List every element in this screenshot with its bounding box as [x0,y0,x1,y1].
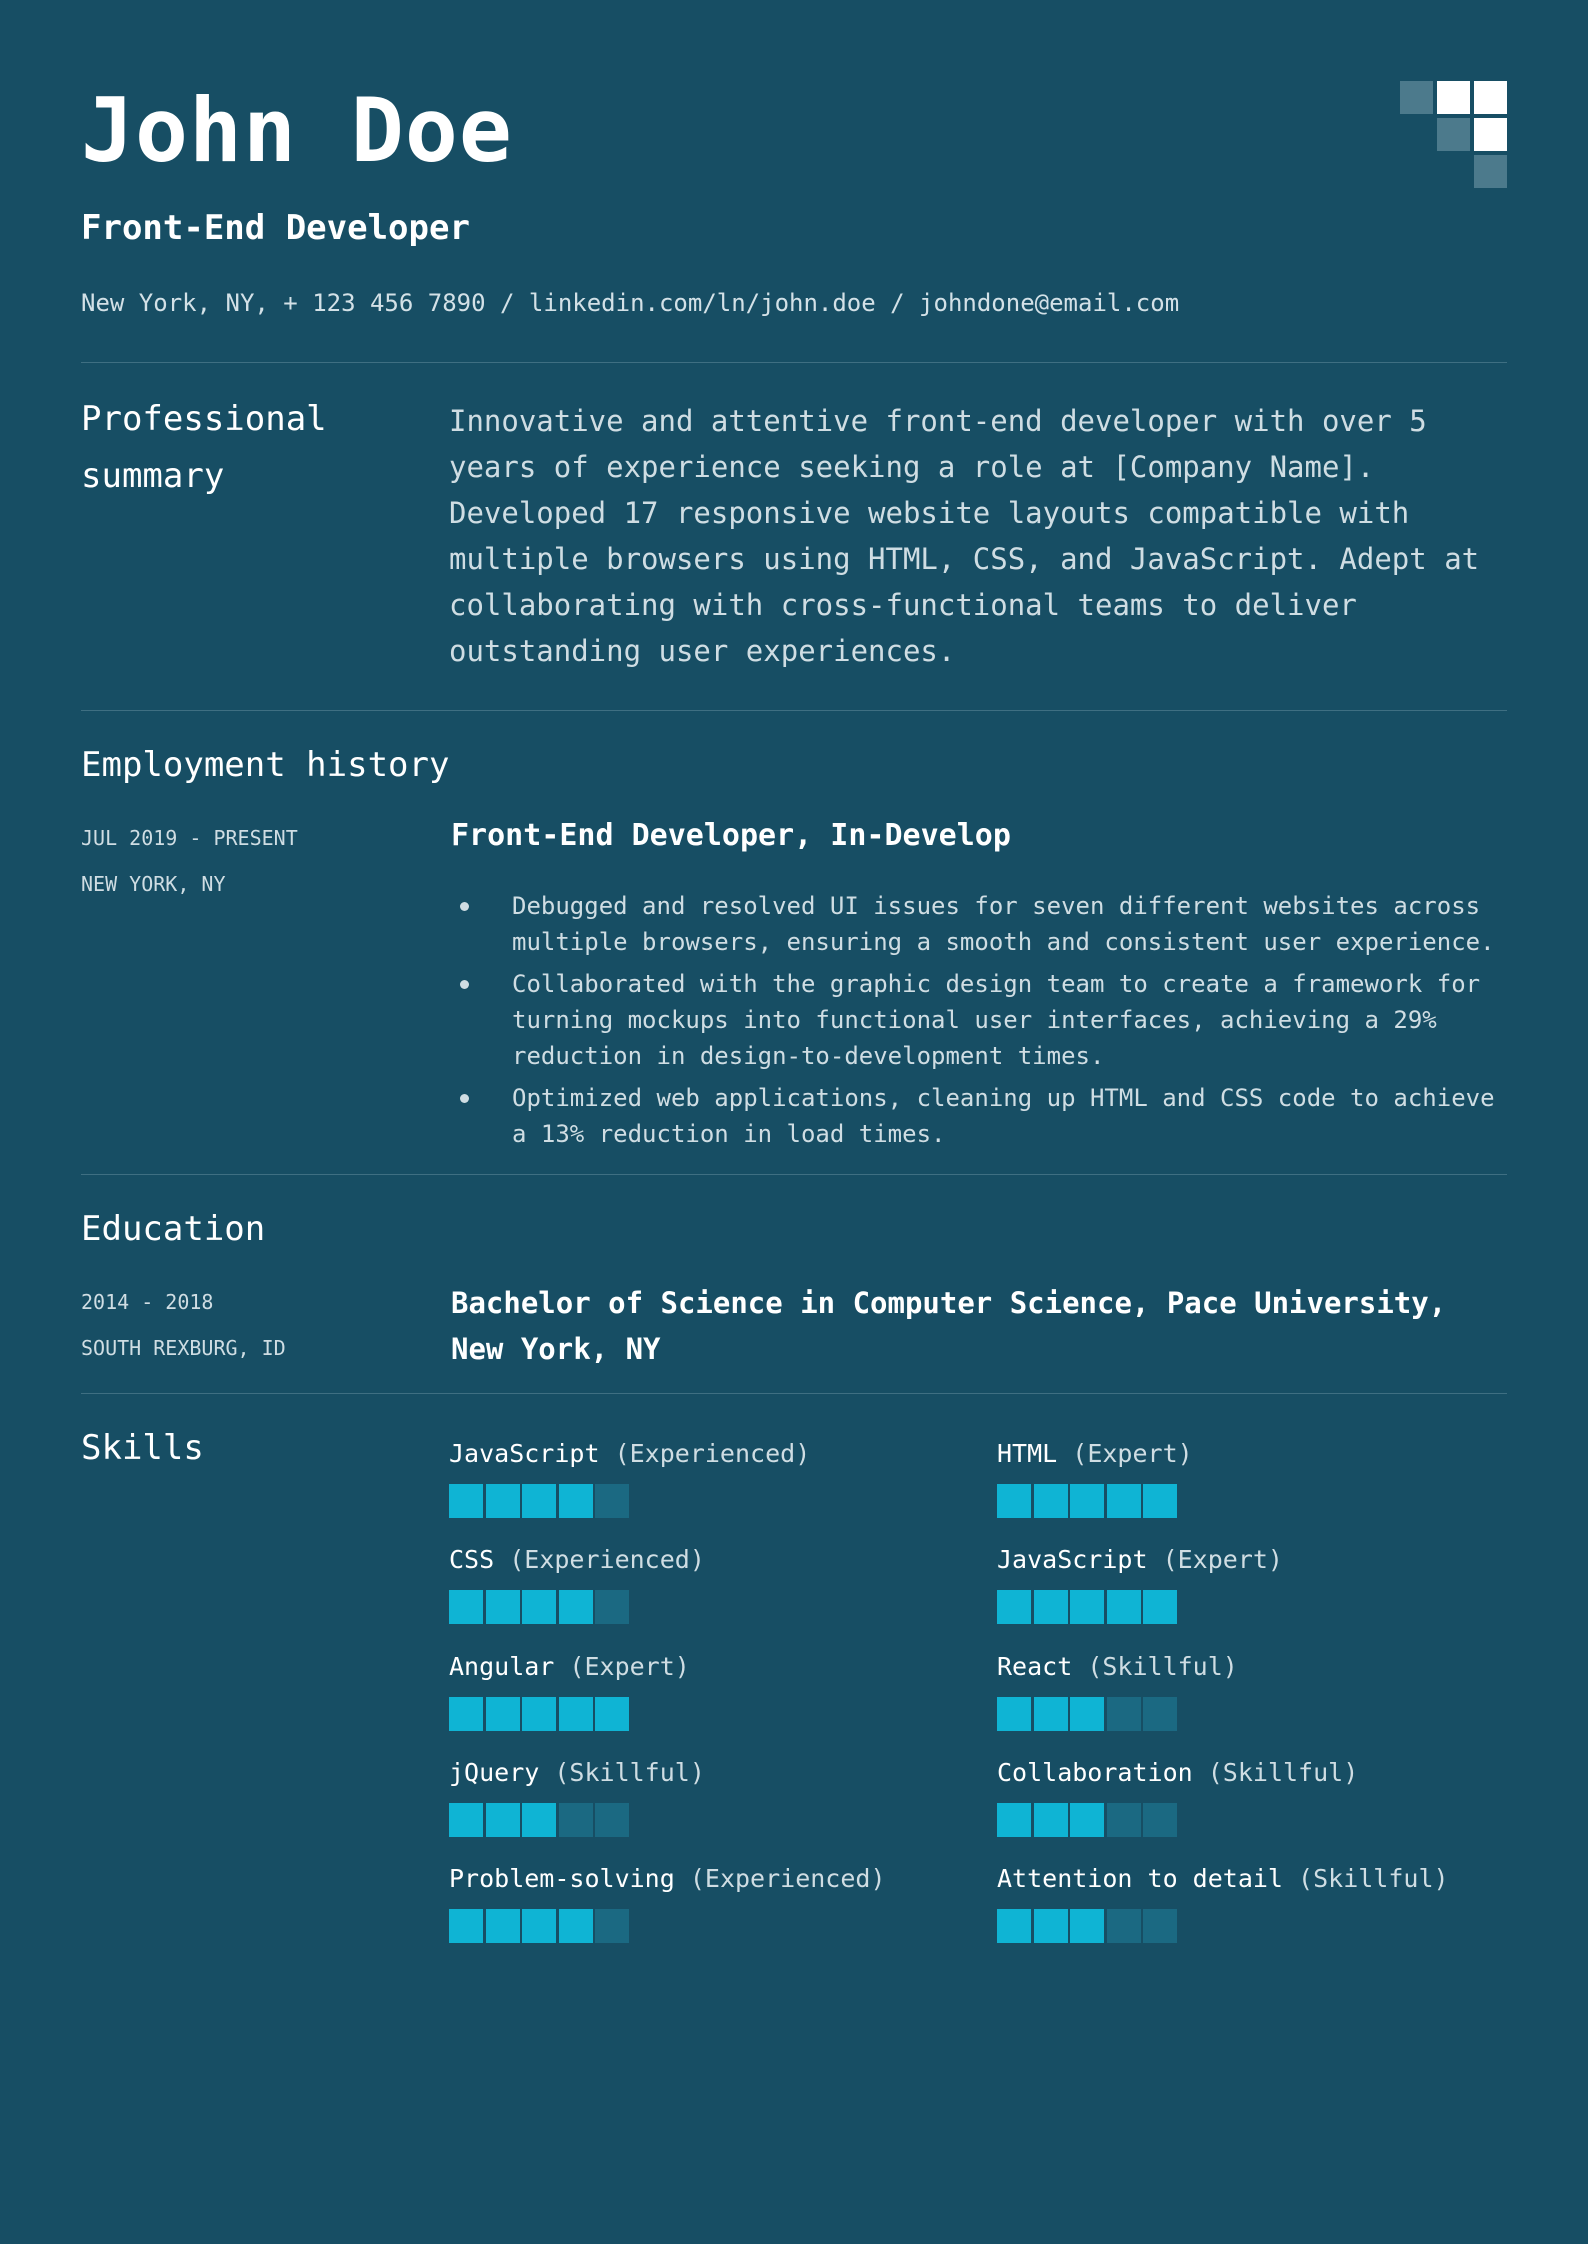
rating-square-empty [595,1590,629,1624]
list-item: Collaborated with the graphic design team to create a framework for turning mockups into functional user interfaces, achieving a 29% reduction in design-to-development times. [451,966,1507,1074]
rating-square-filled [449,1909,483,1943]
skill-rating-bar [449,1484,969,1518]
skill-name: JavaScript [997,1545,1148,1574]
contact-line: New York, NY, + 123 456 7890 / linkedin.com/ln/john.doe / johndone@email.com [81,289,1180,317]
rating-square-empty [595,1803,629,1837]
rating-square-filled [1107,1590,1141,1624]
rating-square-filled [1034,1697,1068,1731]
rating-square-filled [522,1590,556,1624]
skill-level: (Experienced) [614,1439,811,1468]
rating-square-filled [1107,1484,1141,1518]
rating-square-empty [1107,1909,1141,1943]
skill-name: React [997,1652,1073,1681]
candidate-name: John Doe [81,79,513,182]
skill-item [449,1439,969,1518]
divider [81,710,1507,711]
rating-square-filled [595,1697,629,1731]
education-degree: Bachelor of Science in Computer Science, Pace University, New York, NY [451,1286,1447,1366]
rating-square-empty [1107,1803,1141,1837]
skill-level: (Skillful) [1087,1652,1238,1681]
section-heading-employment: Employment history [81,745,450,785]
rating-square-empty [559,1803,593,1837]
skill-name: Problem-solving [449,1864,675,1893]
job-bullets [451,888,1507,1158]
skill-item [997,1864,1517,1943]
skill-rating-bar [997,1590,1517,1624]
rating-square-filled [486,1909,520,1943]
education-dates: 2014 - 2018 [81,1290,214,1314]
skill-level: (Expert) [1072,1439,1193,1468]
rating-square-filled [1034,1590,1068,1624]
skill-rating-bar [449,1590,969,1624]
skill-name: HTML [997,1439,1058,1468]
skill-item [449,1864,969,1943]
skill-level: (Experienced) [509,1545,705,1574]
rating-square-filled [997,1484,1031,1518]
skill-item [449,1545,969,1624]
job-position: Front-End Developer, In-Develop [451,818,1011,853]
skill-level: (Skillful) [1207,1758,1359,1787]
skill-item [449,1652,969,1731]
rating-square-filled [1070,1803,1104,1837]
job-location: NEW YORK, NY [81,872,226,896]
section-heading-skills: Skills [81,1428,204,1468]
section-heading-summary: Professional summary [81,399,327,496]
rating-square-empty [595,1484,629,1518]
rating-square-filled [997,1909,1031,1943]
skill-name: CSS [449,1545,495,1574]
skill-rating-bar [449,1909,969,1943]
job-dates: JUL 2019 - PRESENT [81,826,298,850]
rating-square-filled [559,1909,593,1943]
rating-square-empty [1143,1803,1177,1837]
rating-square-filled [486,1697,520,1731]
skill-level: (Expert) [569,1652,690,1681]
skill-rating-bar [997,1484,1517,1518]
job-title-heading: Front-End Developer [81,208,470,248]
rating-square-filled [486,1803,520,1837]
rating-square-empty [1143,1697,1177,1731]
rating-square-filled [1070,1697,1104,1731]
rating-square-filled [522,1484,556,1518]
skill-name: JavaScript [449,1439,600,1468]
rating-square-filled [1034,1803,1068,1837]
section-heading-education: Education [81,1209,266,1249]
skill-rating-bar [997,1697,1517,1731]
rating-square-empty [595,1909,629,1943]
divider [81,1393,1507,1394]
rating-square-filled [997,1697,1031,1731]
skill-item [997,1545,1517,1624]
rating-square-filled [486,1590,520,1624]
divider [81,1174,1507,1175]
skill-name: Angular [449,1652,555,1681]
rating-square-filled [1070,1909,1104,1943]
rating-square-filled [522,1803,556,1837]
rating-square-filled [997,1590,1031,1624]
rating-square-filled [1143,1484,1177,1518]
rating-square-filled [1143,1590,1177,1624]
education-location: SOUTH REXBURG, ID [81,1336,286,1360]
skill-rating-bar [997,1909,1517,1943]
list-item: Debugged and resolved UI issues for seven different websites across multiple browsers, ensuring a smooth and consistent user experience. [451,888,1507,960]
skill-item [997,1652,1517,1731]
skill-item [997,1758,1517,1837]
rating-square-filled [1070,1484,1104,1518]
summary-text: Innovative and attentive front-end developer with over 5 years of experience seeking a role at [Company Name]. Developed 17 responsive website layouts compatible with multiple browsers using HTML, CSS, and JavaScript. Adept at collaborating with cross-functional teams to deliver outstanding user experiences. [449,404,1480,668]
rating-square-filled [997,1803,1031,1837]
divider [81,362,1507,363]
skill-name: Attention to detail [997,1864,1283,1893]
rating-square-filled [449,1803,483,1837]
skill-level: (Skillful) [554,1758,705,1787]
rating-square-filled [1034,1484,1068,1518]
rating-square-filled [1034,1909,1068,1943]
rating-square-filled [522,1909,556,1943]
rating-square-filled [449,1697,483,1731]
rating-square-filled [559,1590,593,1624]
rating-square-filled [486,1484,520,1518]
skill-rating-bar [997,1803,1517,1837]
rating-square-filled [449,1484,483,1518]
rating-square-filled [522,1697,556,1731]
skill-name: Collaboration [997,1758,1193,1787]
rating-square-empty [1143,1909,1177,1943]
skill-item [997,1439,1517,1518]
rating-square-empty [1107,1697,1141,1731]
rating-square-filled [559,1697,593,1731]
list-item: Optimized web applications, cleaning up HTML and CSS code to achieve a 13% reduction in load times. [451,1080,1507,1152]
skill-level: (Experienced) [689,1864,886,1893]
skill-level: (Skillful) [1298,1864,1449,1893]
skill-name: jQuery [449,1758,540,1787]
pixel-logo-icon [1400,81,1510,191]
rating-square-filled [1070,1590,1104,1624]
skill-rating-bar [449,1697,969,1731]
rating-square-filled [449,1590,483,1624]
rating-square-filled [559,1484,593,1518]
skill-item [449,1758,969,1837]
skill-rating-bar [449,1803,969,1837]
skill-level: (Expert) [1162,1545,1283,1574]
